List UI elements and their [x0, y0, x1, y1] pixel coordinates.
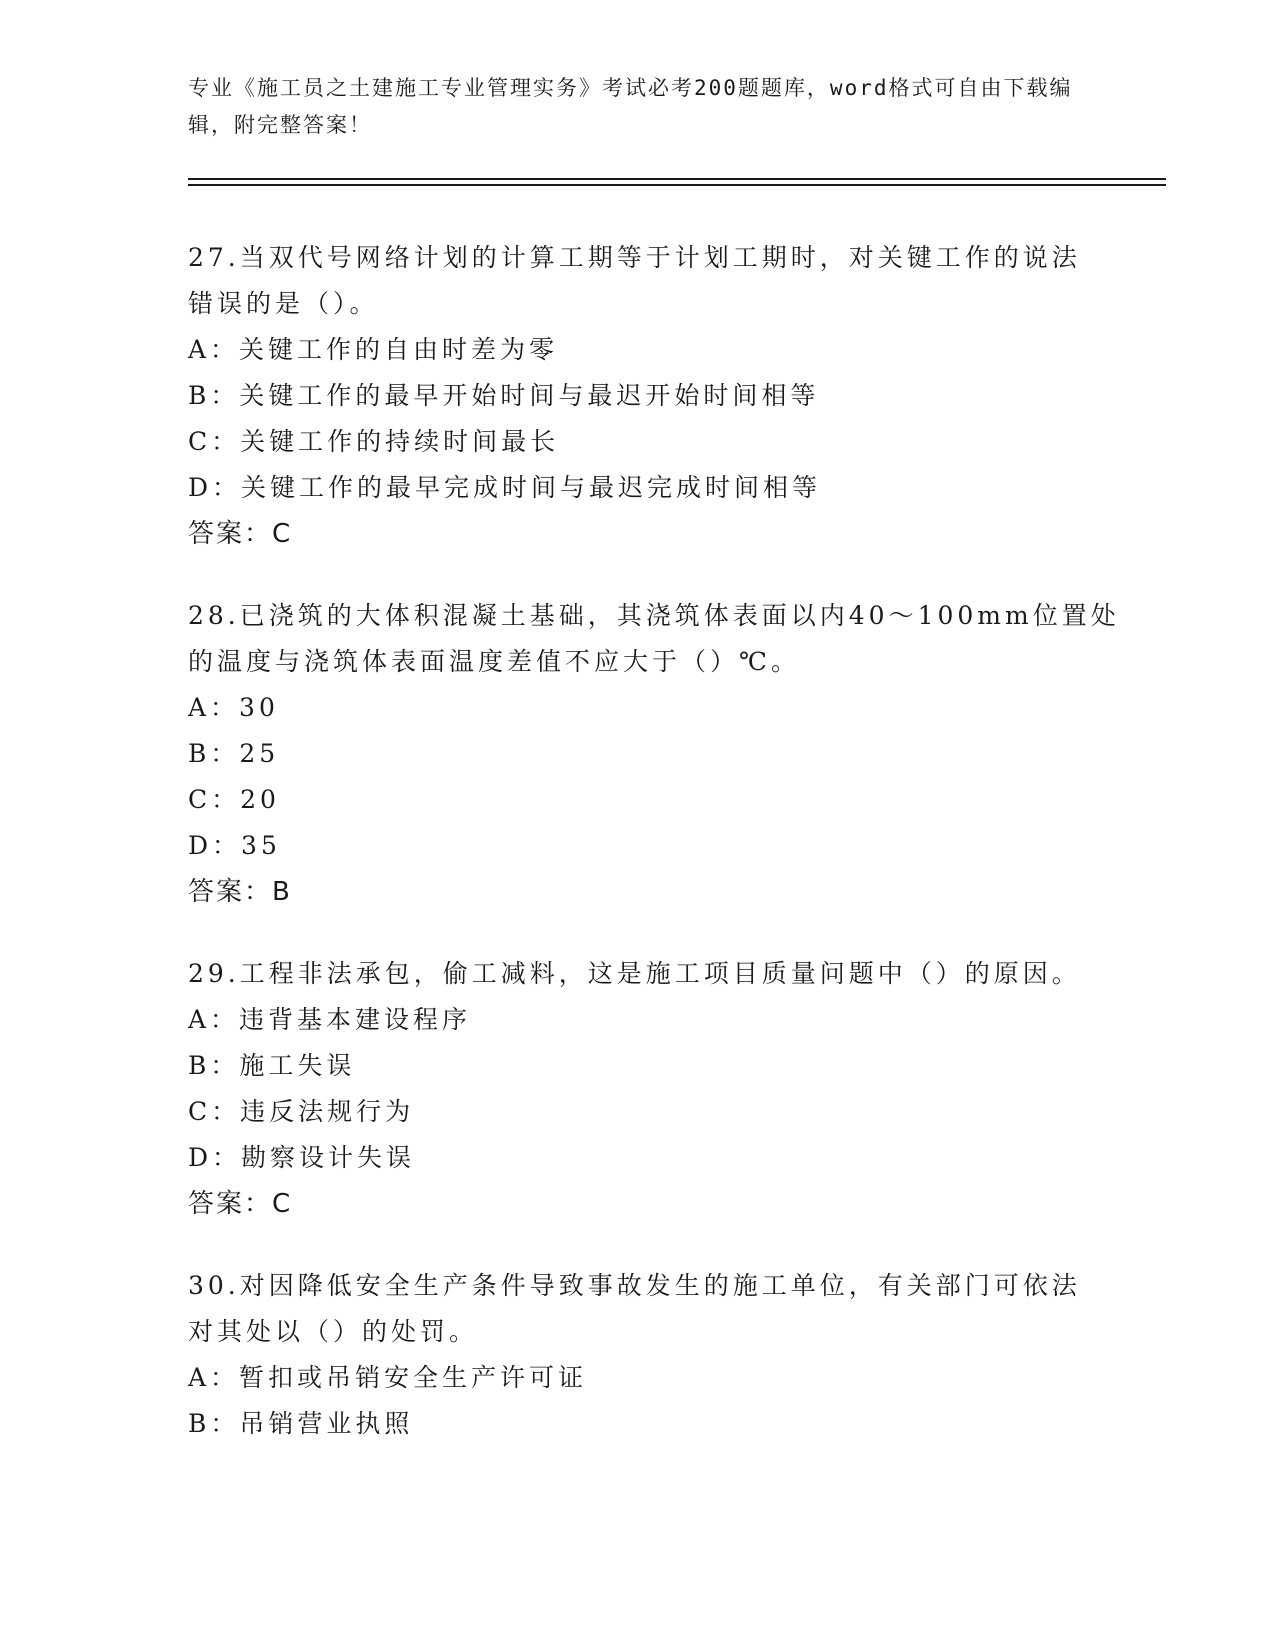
- option-c: C：关键工作的持续时间最长: [188, 427, 560, 456]
- question-stem-line: 对其处以（）的处罚。: [188, 1317, 479, 1346]
- option-c: C：20: [188, 785, 280, 814]
- answer-line: 答案：C: [188, 519, 293, 549]
- question-stem-line: 28.已浇筑的大体积混凝土基础，其浇筑体表面以内40～100mm位置处: [188, 601, 1120, 630]
- option-b: B：吊销营业执照: [188, 1409, 414, 1438]
- option-d: D：35: [188, 831, 281, 860]
- question-30: [188, 1263, 1088, 1447]
- option-d: D：关键工作的最早完成时间与最迟完成时间相等: [188, 473, 822, 502]
- header-divider-top: [188, 178, 1166, 180]
- question-stem-line: 30.对因降低安全生产条件导致事故发生的施工单位，有关部门可依法: [188, 1271, 1081, 1300]
- question-stem-line: 27.当双代号网络计划的计算工期等于计划工期时，对关键工作的说法: [188, 243, 1081, 272]
- option-a: A：暂扣或吊销安全生产许可证: [188, 1363, 588, 1392]
- question-stem-line: 29.工程非法承包，偷工减料，这是施工项目质量问题中（）的原因。: [188, 959, 1081, 988]
- header-divider-bottom: [188, 184, 1166, 186]
- question-28: [188, 593, 1120, 915]
- question-29: [188, 951, 1088, 1227]
- question-list: [188, 235, 1120, 1483]
- answer-line: 答案：C: [188, 1189, 293, 1219]
- answer-line: 答案：B: [188, 877, 292, 907]
- option-b: B：关键工作的最早开始时间与最迟开始时间相等: [188, 381, 820, 410]
- document-header: 专业《施工员之土建施工专业管理实务》考试必考200题题库，word格式可自由下载编辑，附完整答案！: [188, 76, 1073, 137]
- option-a: A：违背基本建设程序: [188, 1005, 472, 1034]
- question-stem-line: 的温度与浇筑体表面温度差值不应大于（）℃。: [188, 647, 800, 676]
- option-a: A：30: [188, 693, 279, 722]
- question-27: [188, 235, 1088, 557]
- option-c: C：违反法规行为: [188, 1097, 415, 1126]
- option-d: D：勘察设计失误: [188, 1143, 416, 1172]
- option-a: A：关键工作的自由时差为零: [188, 335, 559, 364]
- option-b: B：施工失误: [188, 1051, 356, 1080]
- question-stem-line: 错误的是（）。: [188, 289, 379, 318]
- option-b: B：25: [188, 739, 280, 768]
